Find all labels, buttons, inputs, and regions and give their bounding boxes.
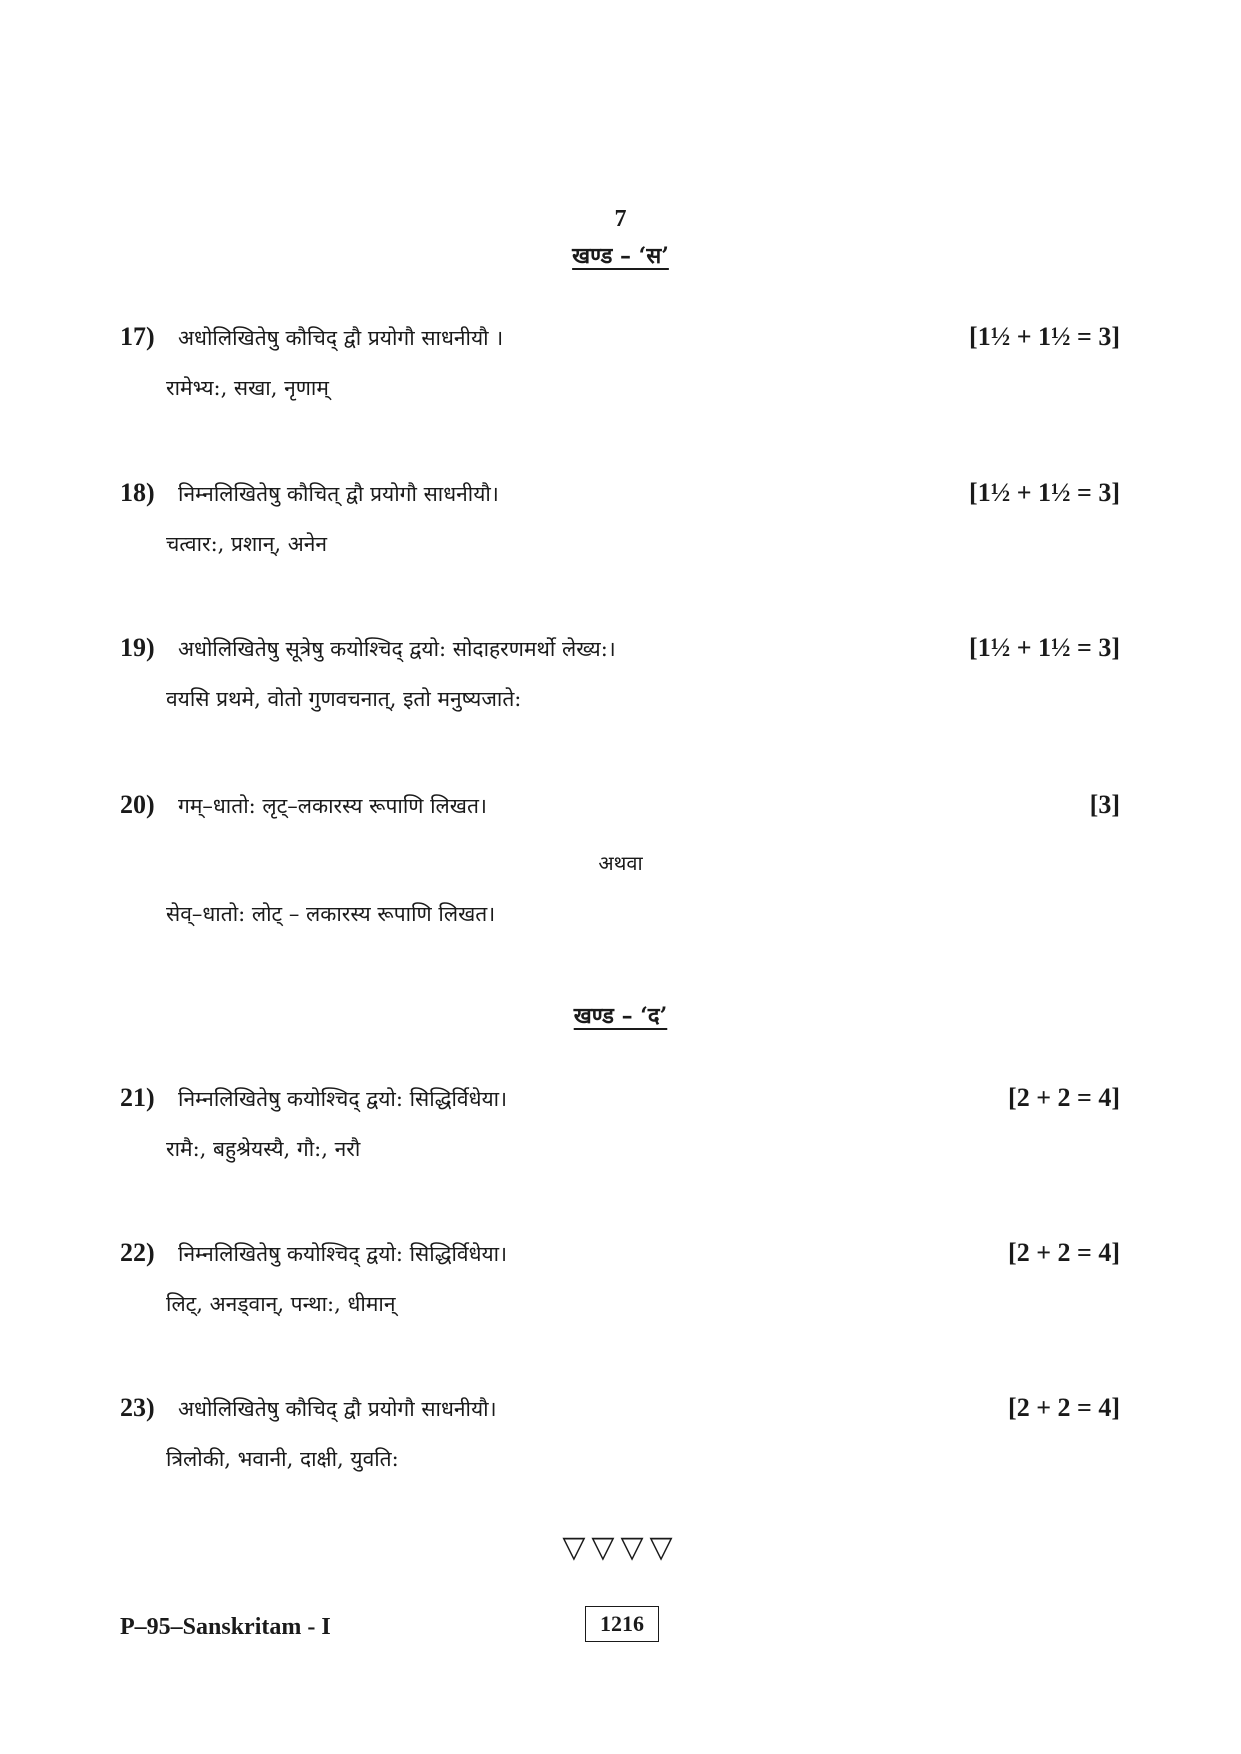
question-22 [120, 1238, 1120, 1316]
question-marks: [2 + 2 = 4] [1008, 1238, 1120, 1267]
question-marks: [1½ + 1½ = 3] [969, 633, 1120, 662]
question-text: अधोलिखितेषु कौचिद् द्वौ प्रयोगौ साधनीयौ। [178, 1397, 497, 1421]
question-text: निम्नलिखितेषु कौचित् द्वौ प्रयोगौ साधनीयौ। [178, 482, 499, 506]
question-21 [120, 1083, 1120, 1161]
question-number: 17) [120, 322, 155, 351]
question-items: रामै:, बहुश्रेयस्यै, गौ:, नरौ [166, 1137, 361, 1161]
question-text: अधोलिखितेषु सूत्रेषु कयोश्चिद् द्वयो: सोदाहरणमर्थो लेख्य:। [178, 637, 616, 661]
question-number: 21) [120, 1083, 155, 1112]
page-number: 7 [614, 206, 627, 232]
question-marks: [1½ + 1½ = 3] [969, 478, 1120, 507]
question-19 [120, 633, 1120, 711]
or-separator: अथवा [598, 851, 643, 875]
question-items: लिट्, अनड्वान्, पन्था:, धीमान् [166, 1292, 396, 1316]
question-items: वयसि प्रथमे, वोतो गुणवचनात्, इतो मनुष्यजाते: [166, 687, 522, 711]
paper-number-box: 1216 [585, 1606, 659, 1642]
question-text: निम्नलिखितेषु कयोश्चिद् द्वयो: सिद्धिर्विधेया। [178, 1242, 508, 1266]
question-items: त्रिलोकी, भवानी, दाक्षी, युवति: [166, 1447, 399, 1471]
question-number: 22) [120, 1238, 155, 1267]
question-number: 23) [120, 1393, 155, 1422]
question-items: चत्वार:, प्रशान्, अनेन [166, 532, 328, 556]
question-text: अधोलिखितेषु कौचिद् द्वौ प्रयोगौ साधनीयौ । [178, 326, 504, 350]
question-items: सेव्–धातो: लोट् – लकारस्य रूपाणि लिखत। [166, 902, 496, 926]
section-title-sa: खण्ड – ‘स’ [572, 243, 669, 269]
question-marks: [2 + 2 = 4] [1008, 1393, 1120, 1422]
question-number: 20) [120, 790, 155, 819]
question-18 [120, 478, 1120, 556]
question-23 [120, 1393, 1120, 1471]
question-marks: [3] [1089, 790, 1120, 819]
section-title-da: खण्ड – ‘द’ [573, 1003, 668, 1029]
question-items: रामेभ्य:, सखा, नृणाम् [166, 376, 329, 400]
question-number: 19) [120, 633, 155, 662]
question-number: 18) [120, 478, 155, 507]
question-text: गम्–धातो: लृट्–लकारस्य रूपाणि लिखत। [178, 794, 487, 818]
question-marks: [2 + 2 = 4] [1008, 1083, 1120, 1112]
question-marks: [1½ + 1½ = 3] [969, 322, 1120, 351]
end-of-paper-triangles-icon: ▽▽▽▽ [562, 1530, 679, 1565]
question-17 [120, 322, 1120, 400]
paper-code: P–95–Sanskritam - I [120, 1614, 331, 1640]
question-text: निम्नलिखितेषु कयोश्चिद् द्वयो: सिद्धिर्विधेया। [178, 1087, 508, 1111]
